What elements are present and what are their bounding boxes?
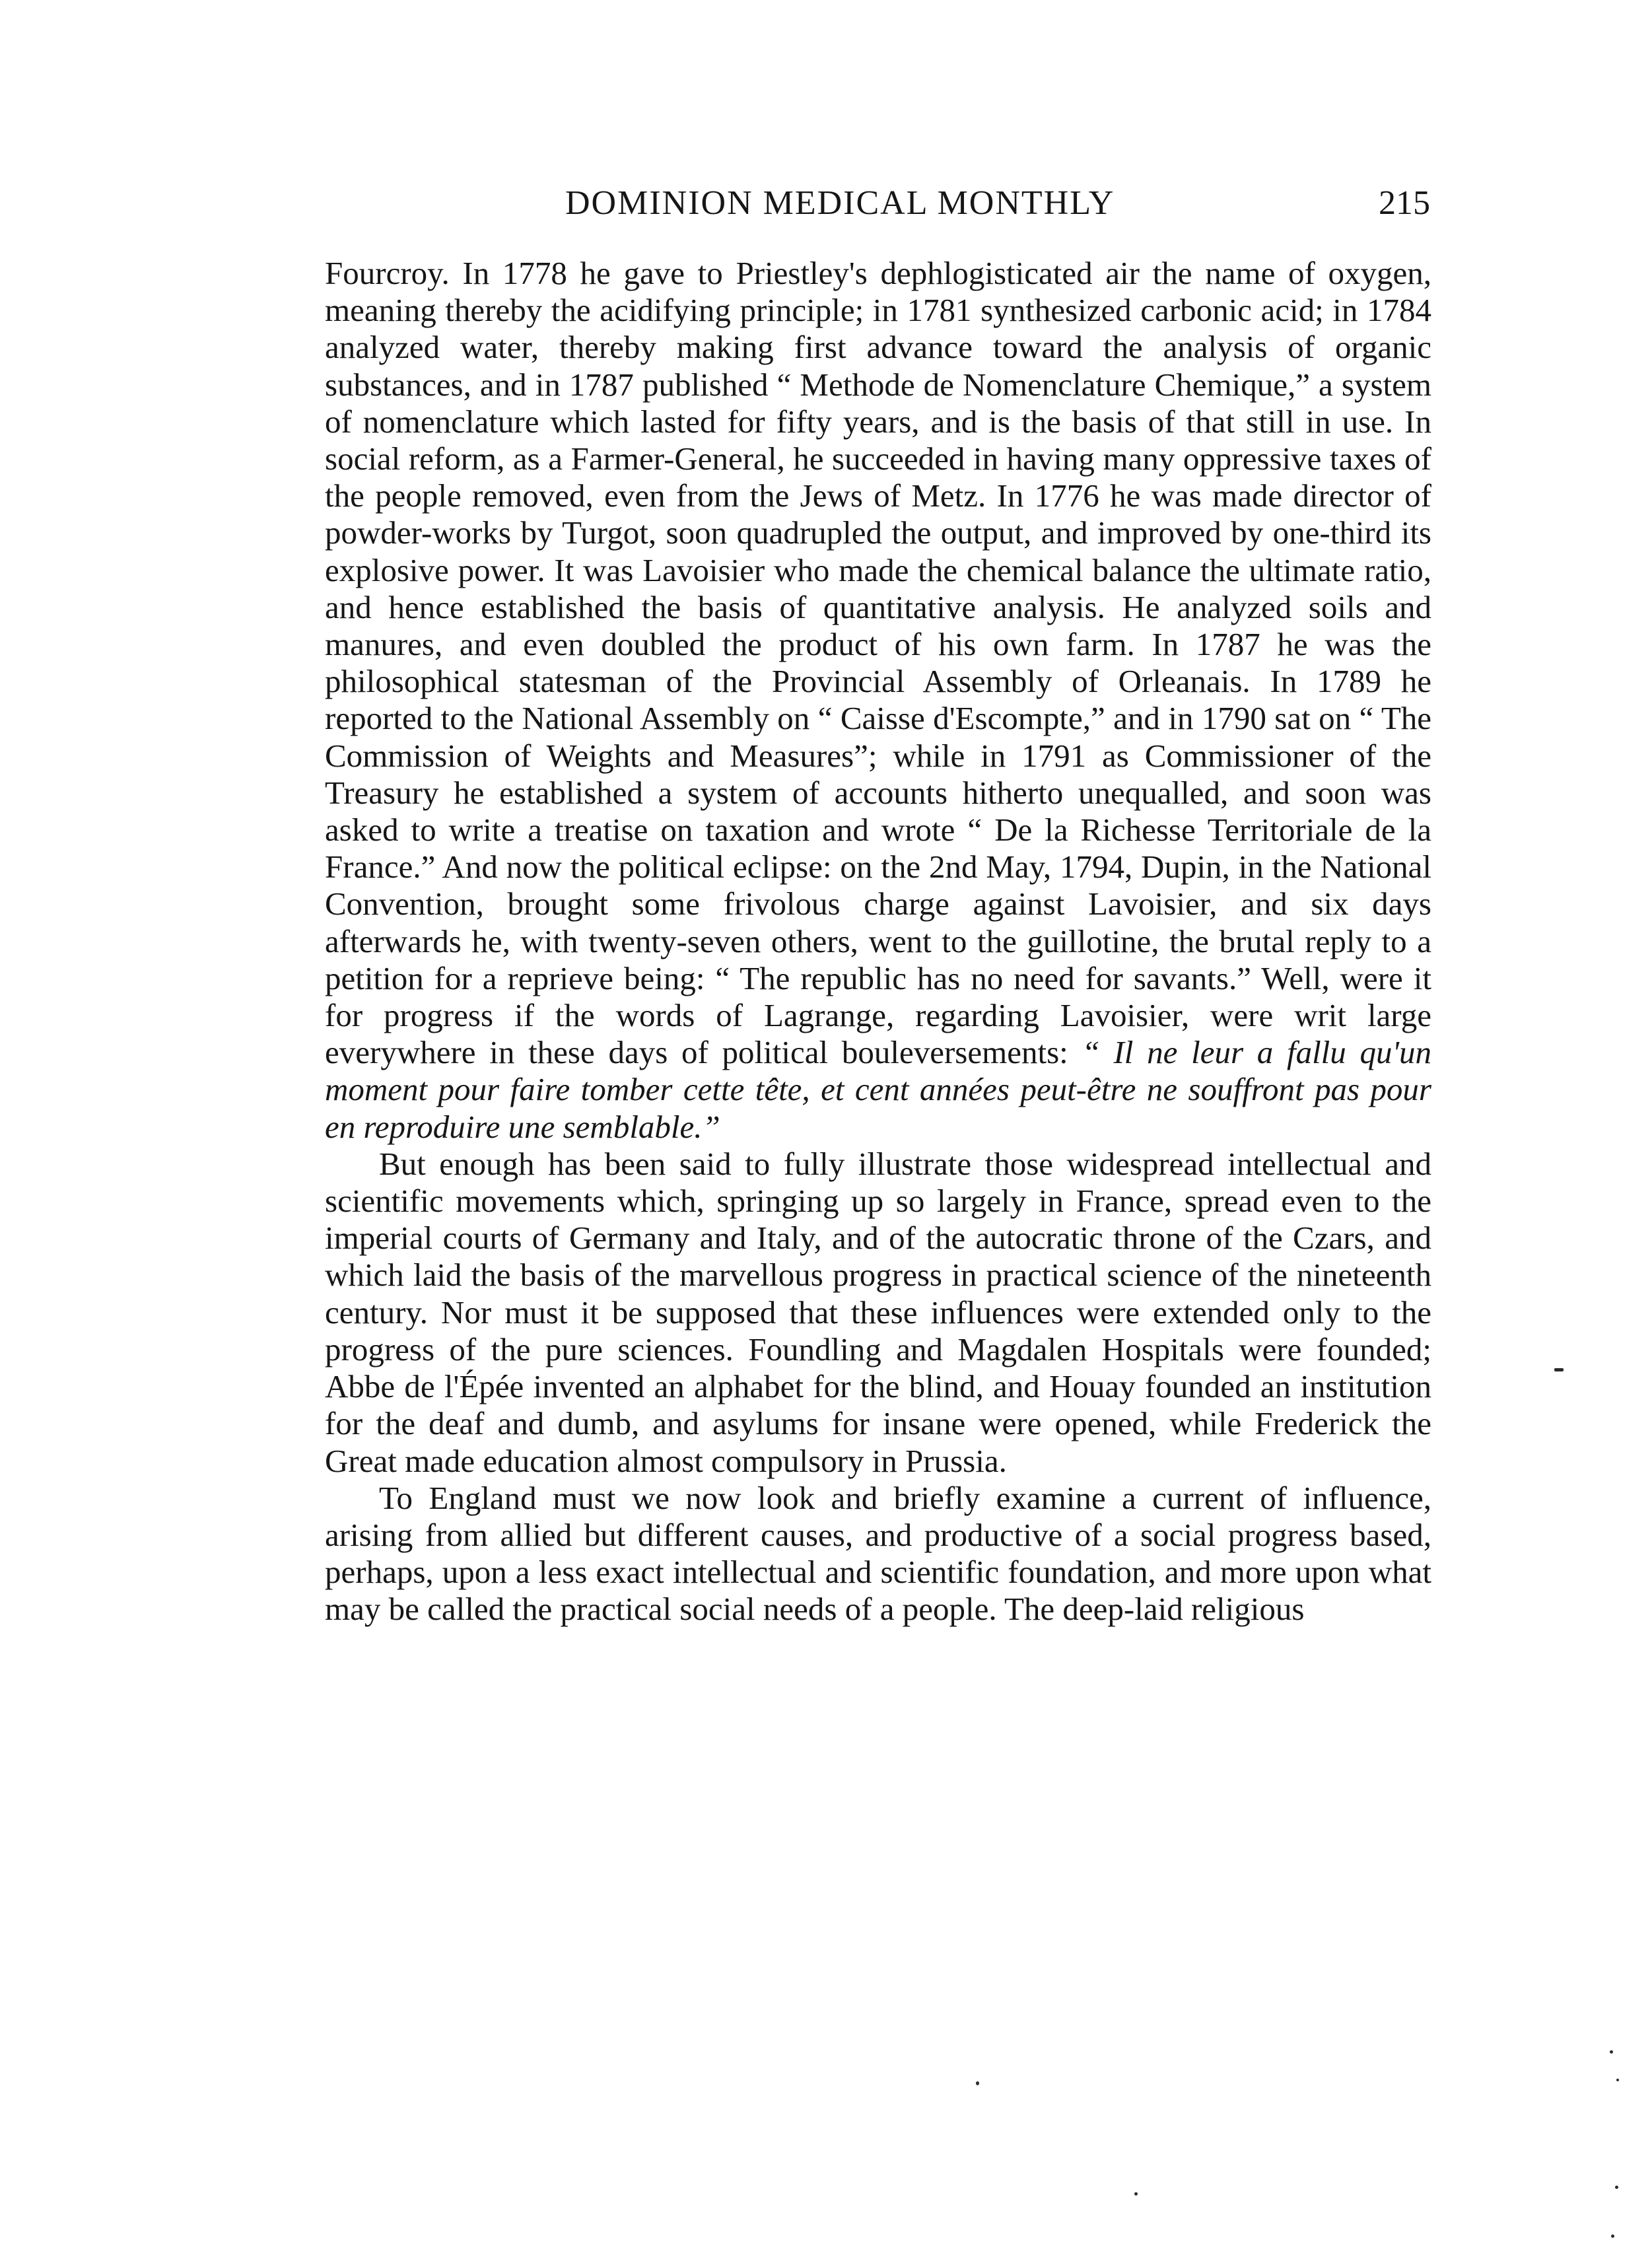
scan-speck [1611,2234,1614,2238]
scan-speck [1616,2079,1619,2081]
scan-speck [1615,2186,1618,2189]
scan-speck [1554,1368,1564,1371]
paragraph-lavoisier [325,255,1431,1146]
paragraph-movements: But enough has been said to fully illustrate those widespread intellectual and scientific movements which, springing up so largely in France, spread even to the imperial courts of Germany and Italy, and of the autocratic throne of the Czars, and which laid the basis of the marvellous progress in practical science of the nineteenth century. Nor must it be supposed that these influences were extended only to the progress of the pure sciences. Foundling and Magdalen Hospitals were founded; Abbe de l'Épée invented an alphabet for the blind, and Houay founded an institution for the deaf and dumb, and asylums for insane were opened, while Frederick the Great made education almost compulsory in Prussia. [325,1145,1431,1479]
paragraph-lavoisier-text: Fourcroy. In 1778 he gave to Priestley's dephlogisticated air the name of oxygen, meaning thereby the acidifying principle; in 1781 synthesized carbonic acid; in 1784 analyzed water, thereby making first advance toward the analysis of organic substances, and in 1787 published “ Methode de Nomenclature Chemique,” a system of nomenclature which lasted for fifty years, and is the basis of that still in use. In social reform, as a Farmer-General, he succeeded in having many oppressive taxes of the people removed, even from the Jews of Metz. In 1776 he was made director of powder-works by Turgot, soon quadrupled the output, and improved by one-third its explosive power. It was Lavoisier who made the chemical balance the ultimate ratio, and hence established the basis of quantitative analysis. He analyzed soils and manures, and even doubled the product of his own farm. In 1787 he was the philosophical statesman of the Provincial Assembly of Orleanais. In 1789 he reported to the National Assembly on “ Caisse d'Escompte,” and in 1790 sat on “ The Commission of Weights and Measures”; while in 1791 as Commissioner of the Treasury he established a system of accounts hitherto unequalled, and soon was asked to write a treatise on taxation and wrote “ De la Richesse Territoriale de la France.” And now the political eclipse: on the 2nd May, 1794, Dupin, in the National Convention, brought some frivolous charge against Lavoisier, and six days afterwards he, with twenty-seven others, went to the guillotine, the brutal reply to a petition for a reprieve being: “ The republic has no need for savants.” Well, were it for progress if the words of Lagrange, regarding Lavoisier, were writ large everywhere in these days of political bouleversements: [325,255,1431,1071]
scan-speck [976,2081,979,2085]
scan-speck [1610,2050,1613,2054]
paragraph-england: To England must we now look and briefly examine a current of influence, arising from allied but different causes, and productive of a social progress based, perhaps, upon a less exact intellectual and scientific foundation, and more upon what may be called the practical social needs of a people. The deep-laid religious [325,1479,1431,1628]
running-head-title: DOMINION MEDICAL MONTHLY [565,184,1115,222]
page-number: 215 [1379,184,1430,222]
lagrange-quotation: “ Il ne leur a fallu qu'un moment pour faire tomber cette tête, et cent années peut-être ne souffront pas pour en reproduire une semblable.” [325,1034,1432,1145]
body-text [325,255,1431,1628]
scan-speck [1134,2192,1138,2196]
